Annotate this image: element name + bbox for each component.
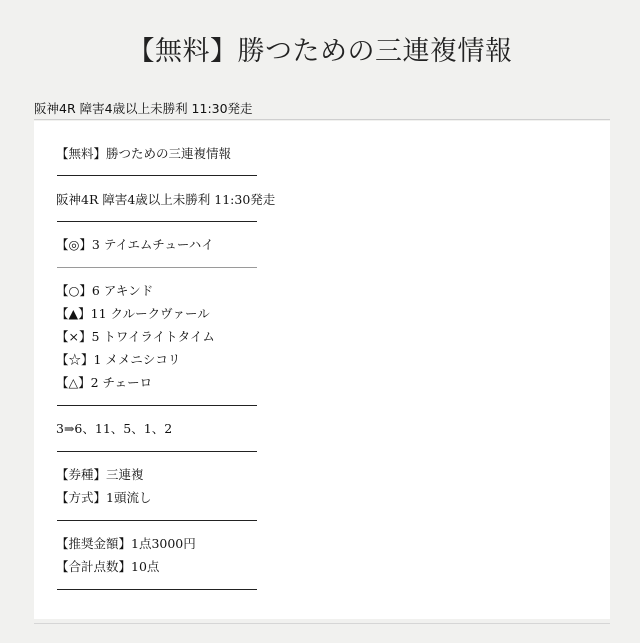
page-title: 【無料】勝つための三連複情報: [127, 36, 513, 67]
total-points: 【合計点数】10点: [56, 559, 160, 574]
pick-item: 【☆】1 メメニシコリ: [56, 352, 181, 367]
pick-item: 【△】2 チェーロ: [56, 375, 153, 390]
content-card: [34, 121, 610, 619]
pick-item: 【○】6 アキンド: [56, 283, 154, 298]
divider: [57, 520, 257, 521]
footer-divider: [34, 623, 610, 624]
pick-item: 【×】5 トワイライトタイム: [56, 329, 215, 344]
divider: [57, 589, 257, 590]
divider: [57, 267, 257, 268]
divider: [57, 451, 257, 452]
race-subtitle: 阪神4R 障害4歳以上未勝利 11:30発走: [34, 101, 253, 116]
divider: [57, 405, 257, 406]
subtitle-divider: [34, 119, 610, 120]
formation: 3⇒6、11、5、1、2: [56, 421, 173, 436]
bet-type: 【券種】三連複: [56, 467, 144, 482]
bet-method: 【方式】1頭流し: [56, 490, 152, 505]
race-info: 阪神4R 障害4歳以上未勝利 11:30発走: [56, 192, 276, 207]
divider: [57, 175, 257, 176]
divider: [57, 221, 257, 222]
post-heading: 【無料】勝つための三連複情報: [56, 146, 232, 161]
stake-amount: 【推奨金額】1点3000円: [56, 536, 196, 551]
honmei-pick: 【◎】3 テイエムチューハイ: [56, 237, 214, 252]
pick-item: 【▲】11 クルークヴァール: [56, 306, 210, 321]
